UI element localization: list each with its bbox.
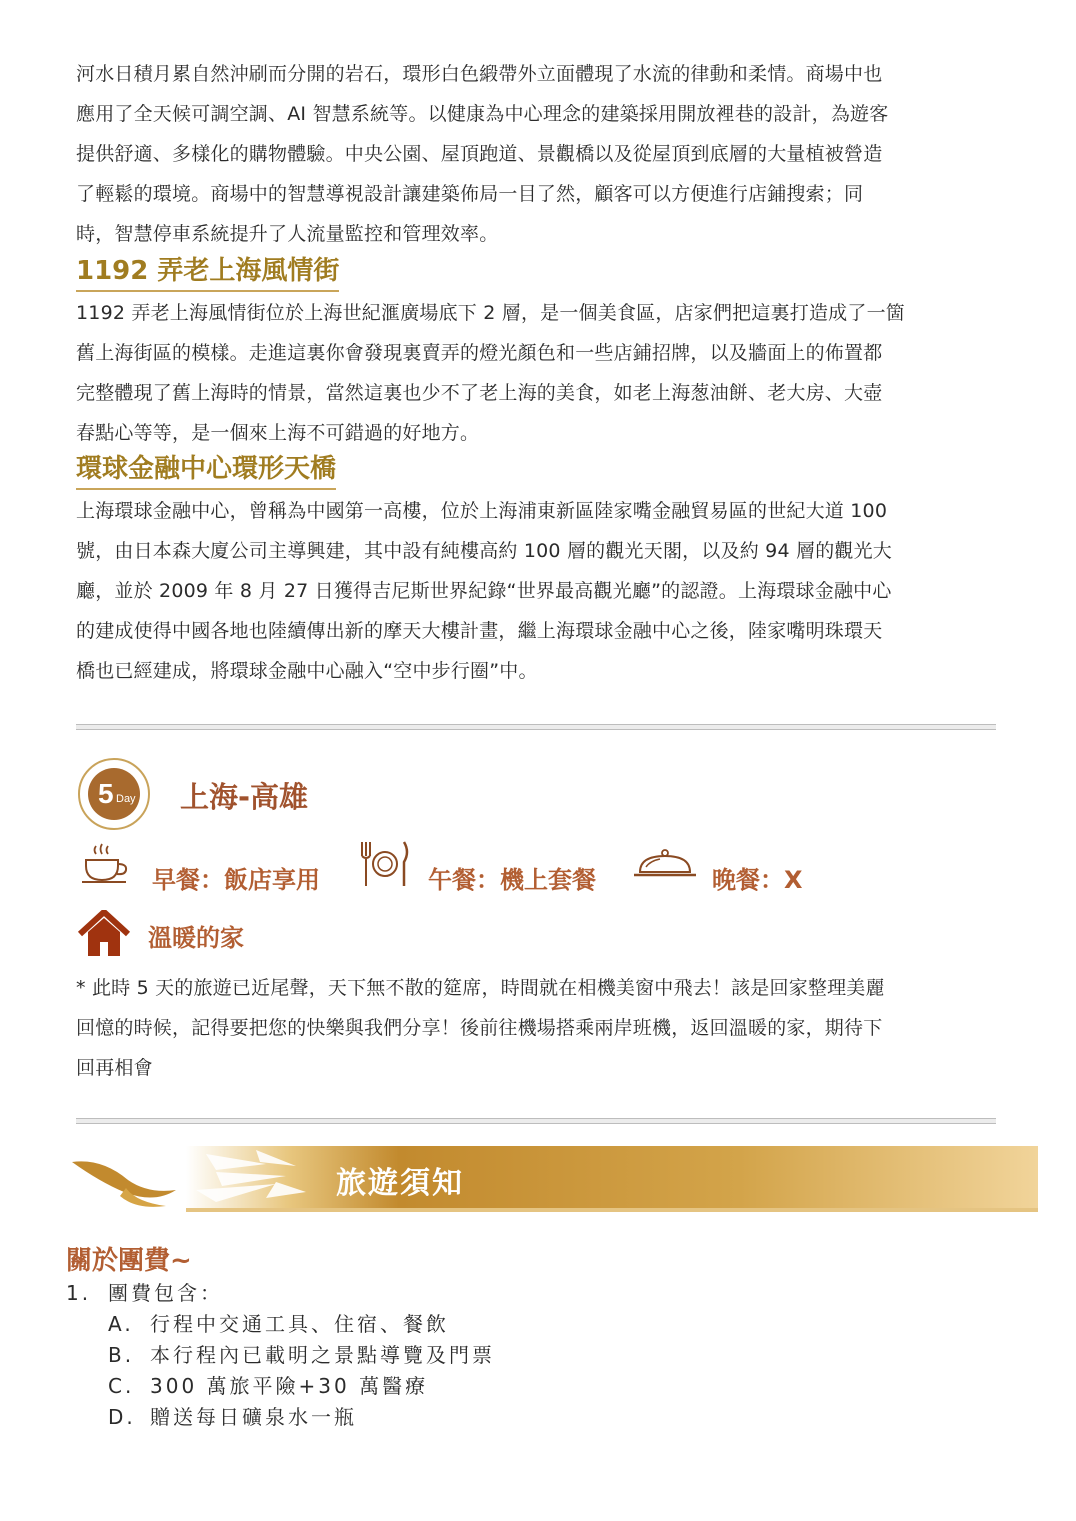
meal-breakfast — [76, 836, 346, 896]
list-item-number: 1. — [66, 1281, 92, 1305]
day-route: 上海-高雄 — [180, 780, 309, 814]
section-divider-2 — [76, 1118, 996, 1124]
coffee-cup-icon — [80, 842, 132, 888]
sub-list-letter: B. — [108, 1343, 135, 1367]
meal-lunch — [358, 836, 628, 896]
fees-list — [66, 1278, 495, 1433]
meal-dinner — [632, 836, 902, 896]
banner-title: 旅遊須知 — [336, 1166, 464, 1201]
intro-paragraph: 河水日積月累自然沖刷而分開的岩石，環形白色緞帶外立面體現了水流的律動和柔情。商場中也 應用了全天候可調空調、AI 智慧系統等。以健康為中心理念的建築採用開放裡巷的設計，為遊客 提供舒適、多樣化的購物體驗。中央公園、屋頂跑道、景觀橋以及從屋頂到底層的大量植被營造 了輕鬆的環境。商場中的智慧導視設計讓建築佈局一目了然，顧客可以方便進行店鋪搜索；同 時，智慧停車系統提升了人流量監控和管理效率。 — [76, 63, 889, 245]
section-title-1192: 1192 弄老上海風情街 — [76, 254, 339, 292]
section-body-1192: 1192 弄老上海風情街位於上海世紀滙廣場底下 2 層，是一個美食區，店家們把這裏打造成了一箇 舊上海街區的模樣。走進這裏你會發現裏賣弄的燈光顏色和一些店鋪招牌，以及牆面上的佈置都 完整體現了舊上海時的情景，當然這裏也少不了老上海的美食，如老上海葱油餅、老大房、大壺 春點心等等，是一個來上海不可錯過的好地方。 — [76, 302, 905, 444]
sub-list-item — [66, 1402, 495, 1433]
sub-list-letter: C. — [108, 1374, 135, 1398]
meal-dinner-label: 晚餐：X — [712, 866, 803, 894]
leaf-ornament-icon — [72, 1161, 176, 1207]
meal-row — [76, 836, 1006, 896]
house-icon — [78, 910, 130, 958]
day-badge — [76, 756, 152, 832]
meal-lunch-label: 午餐：機上套餐 — [428, 866, 596, 894]
day-badge-icon — [76, 756, 152, 832]
sub-list-text: 行程中交通工具、住宿、餐飲 — [150, 1312, 449, 1336]
list-item — [66, 1278, 495, 1309]
day-badge-number: 5 — [98, 778, 114, 809]
sub-list-item — [66, 1340, 495, 1371]
plate-cutlery-icon — [358, 838, 412, 888]
list-item-label: 團費包含： — [108, 1281, 223, 1305]
sub-list-item — [66, 1371, 495, 1402]
sub-list-text: 贈送每日礦泉水一瓶 — [150, 1405, 357, 1429]
sub-list-letter: D. — [108, 1405, 136, 1429]
lodging-label: 溫暖的家 — [148, 924, 244, 952]
section-divider — [76, 724, 996, 730]
section-body-swfc: 上海環球金融中心，曾稱為中國第一高樓，位於上海浦東新區陸家嘴金融貿易區的世紀大道 100 號，由日本森大廈公司主導興建，其中設有純樓高約 100 層的觀光天閣，以及約 94 層的觀光大 廳，並於 2009 年 8 月 27 日獲得吉尼斯世界紀錄“世界最高觀光廳”的認證。上海環球金融中心 的建成使得中國各地也陸續傳出新的摩天大樓計畫，繼上海環球金融中心之後，陸家嘴明珠環天 橋也已經建成，將環球金融中心融入“空中步行圈”中。 — [76, 500, 893, 682]
sub-list-letter: A. — [108, 1312, 134, 1336]
meal-breakfast-label: 早餐：飯店享用 — [152, 866, 320, 894]
cloche-icon — [632, 848, 698, 880]
day-badge-unit: Day — [116, 793, 136, 805]
day-description: * 此時 5 天的旅遊已近尾聲，天下無不散的筵席，時間就在相機美窗中飛去！該是回家整理美麗 回憶的時候，記得要把您的快樂與我們分享！後前往機場搭乘兩岸班機，返回溫暖的家，期待下 回再相會 — [76, 977, 885, 1079]
sub-list-text: 300 萬旅平險+30 萬醫療 — [150, 1374, 429, 1398]
sub-list-text: 本行程內已載明之景點導覽及門票 — [150, 1343, 495, 1367]
travel-notice-banner — [66, 1142, 1038, 1218]
sub-list-item — [66, 1309, 495, 1340]
section-title-swfc: 環球金融中心環形天橋 — [76, 452, 336, 490]
fees-heading: 關於團費~ — [66, 1246, 192, 1276]
